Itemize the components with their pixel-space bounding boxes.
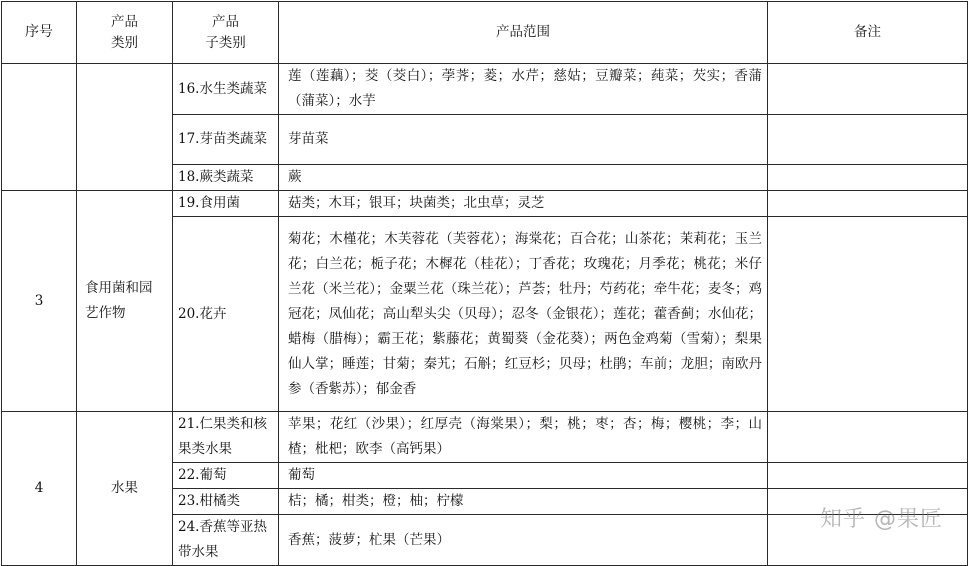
header-note: 备注 <box>768 2 968 64</box>
note-cell <box>768 191 968 217</box>
range-cell: 芽苗菜 <box>279 115 768 165</box>
subcategory-cell: 23.柑橘类 <box>173 489 279 515</box>
header-range: 产品范围 <box>279 2 768 64</box>
subcategory-cell: 22.葡萄 <box>173 463 279 489</box>
note-cell <box>768 412 968 463</box>
header-category: 产品 类别 <box>77 2 173 64</box>
watermark-text: 知乎 @果匠 <box>820 507 943 532</box>
range-cell: 莲（莲藕）；茭（茭白）；荸荠；菱；水芹；慈姑；豆瓣菜；莼菜；芡实；香蒲（蒲菜）；水芋 <box>279 64 768 115</box>
subcategory-cell: 19.食用菌 <box>173 191 279 217</box>
range-cell: 葡萄 <box>279 463 768 489</box>
subcategory-cell: 20.花卉 <box>173 217 279 412</box>
table-row <box>2 191 968 217</box>
note-cell <box>768 165 968 191</box>
index-cell-empty <box>2 64 77 191</box>
subcategory-cell: 17.芽苗类蔬菜 <box>173 115 279 165</box>
subcategory-cell: 18.蕨类蔬菜 <box>173 165 279 191</box>
table-row <box>2 64 968 115</box>
product-table <box>1 1 968 566</box>
subcategory-cell: 21.仁果类和核果类水果 <box>173 412 279 463</box>
group-category-cell: 水果 <box>77 412 173 566</box>
group-index-cell: 3 <box>2 191 77 412</box>
range-cell: 菇类；木耳；银耳；块菌类；北虫草；灵芝 <box>279 191 768 217</box>
range-cell: 蕨 <box>279 165 768 191</box>
note-cell <box>768 115 968 165</box>
subcategory-cell: 16.水生类蔬菜 <box>173 64 279 115</box>
range-cell: 苹果；花红（沙果）；红厚壳（海棠果）；梨；桃；枣；杏；梅；樱桃；李；山楂；枇杷；欧李（高钙果） <box>279 412 768 463</box>
range-cell: 菊花；木槿花；木芙蓉花（芙蓉花）；海棠花；百合花；山茶花；茉莉花；玉兰花；白兰花；栀子花；木樨花（桂花）；丁香花；玫瑰花；月季花；桃花；米仔兰花（米兰花）；金粟兰花（珠兰花）；芦荟；牡丹；芍药花；牵牛花；麦冬；鸡冠花；凤仙花；高山犁头尖（贝母）；忍冬（金银花）；莲花；藿香蓟；水仙花；蜡梅（腊梅）；霸王花；紫藤花；黄蜀葵（金花葵）；两色金鸡菊（雪菊）；梨果仙人掌；睡莲；甘菊；秦艽；石斛；红豆杉；贝母；杜鹃；车前；龙胆；南欧丹参（香紫苏）；郁金香 <box>279 217 768 412</box>
note-cell <box>768 64 968 115</box>
category-cell-empty <box>77 64 173 191</box>
header-subcategory: 产品 子类别 <box>173 2 279 64</box>
header-row <box>2 2 968 64</box>
group-index-cell: 4 <box>2 412 77 566</box>
group-category-cell: 食用菌和园艺作物 <box>77 191 173 412</box>
note-cell <box>768 463 968 489</box>
range-cell: 桔；橘；柑类；橙；柚；柠檬 <box>279 489 768 515</box>
header-index: 序号 <box>2 2 77 64</box>
table-row <box>2 412 968 463</box>
range-cell: 香蕉；菠萝；杧果（芒果） <box>279 515 768 566</box>
subcategory-cell: 24.香蕉等亚热带水果 <box>173 515 279 566</box>
note-cell <box>768 217 968 412</box>
